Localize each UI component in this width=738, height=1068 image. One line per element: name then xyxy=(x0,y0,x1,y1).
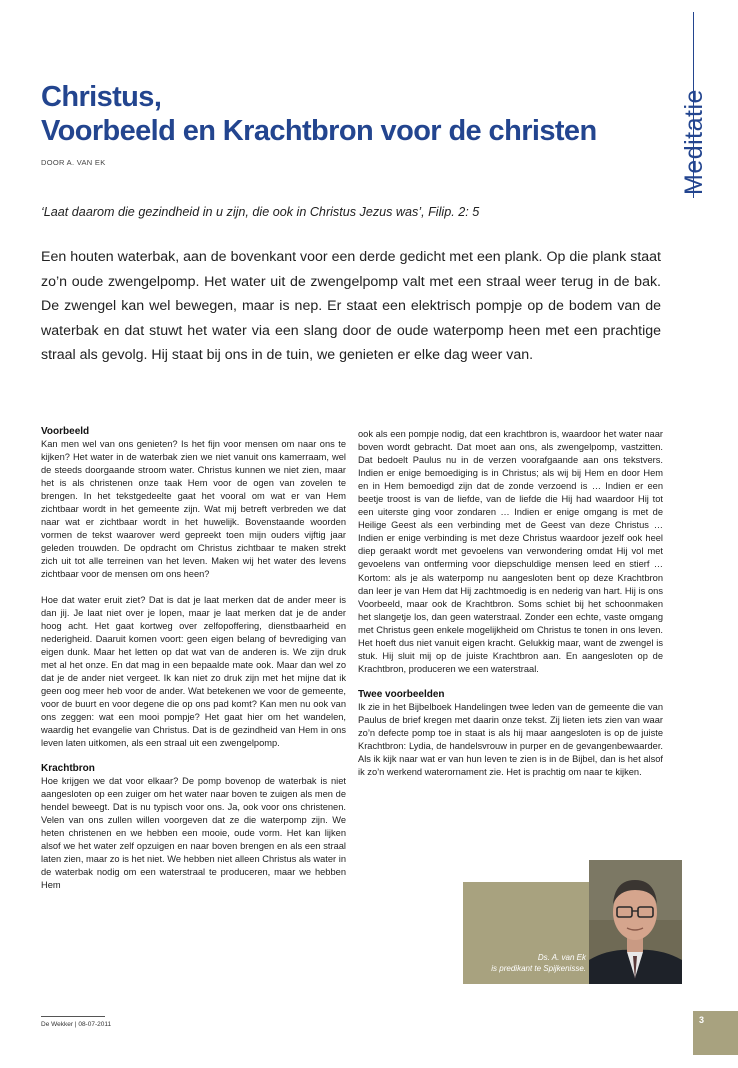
caption-name: Ds. A. van Ek xyxy=(537,953,586,962)
right-column xyxy=(358,428,663,791)
bible-quote: ‘Laat daarom die gezindheid in u zijn, die ook in Christus Jezus was’, Filip. 2: 5 xyxy=(41,205,480,219)
body-paragraph: Hoe dat water eruit ziet? Dat is dat je laat merken dat de ander meer is dan jij. Je laat niet over je lopen, maar je laat merken dat je de ander hoog acht. Het gaat kortweg over zelfopoffering, dienstbaarheid en nederigheid. Daaruit komen voort: geen eigen belang of bevrediging van eigen dunk. Maar het letten op dat wat van de anderen is. We zijn druk met al het onze. En dat mag in een bepaalde mate ook. Maar dan wel zo dat je de ander niet vergeet. Ik kan niet zo druk zijn met het mijne dat ik geen oog meer heb voor de ander. Wat betekenen we voor de gemeente, voor de buurt en voor degene die op ons pad komt? Kan men nu ook van ons zeggen: wat een mooi pompje? Het gaat hier om het wandelen, waardig het evangelie van Christus. Dat is de gezindheid van Hem in ons leven laten uitkomen, als een straal uit een zwengelpomp. xyxy=(41,594,346,749)
heading-twee-voorbeelden: Twee voorbeelden xyxy=(358,688,445,700)
body-paragraph: ook als een pompje nodig, dat een krachtbron is, waardoor het water naar boven wordt gebracht. Dat moet aan ons, als zwengelpomp, vastzitten. Dat bedoelt Paulus nu in de verzen voorafgaande aan ons tekstvers. Indien er enige bemoediging is in Christus; als wij bij Hem en door Hem en in Hem bemoedigd zijn dat de zonde verzoend is … Indien er een beetje troost is van de liefde, van de liefde die Hij had waardoor Hij tot een uiterste ging voor zondaren … Indien er enige omgang is met de Heilige Geest als een verbinding met de Geest van deze Christus … Indien er enige verbinding is met deze Christus waardoor jezelf ook heel diep geraakt wordt met gevoelens van verwondering omdat Hij vol met gevoelens van ontferming voor diepschuldige mensen leed en stierf … Kortom: als je als waterpomp nu aangesloten bent op deze Krachtbron dan leer je van Hem dat Hij zachtmoedig is en nederig van hart. Hij is ons Voorbeeld, maar ook de Krachtbron. Soms schiet bij het schoonmaken het slangetje los, dan geen waterstraal. Zonder een echte, vaste omgang met Christus geen enkele mogelijkheid om Christus te tonen in ons leven. Het hoeft dus niet vanuit eigen kracht. Gelukkig maar, want de zwengel is stuk. Hij sluit mij op de juiste Krachtbron aan. En aangesloten op de Krachtbron, produceren we een waterstraal. xyxy=(358,429,663,674)
body-paragraph: Hoe krijgen we dat voor elkaar? De pomp bovenop de waterbak is niet aangesloten op een zuiger om het water naar boven te zuigen als men de hendel beweegt. Dat is nu typisch voor ons. Ja, ook voor ons christenen. Velen van ons zullen willen voorgeven dat ze die waterpomp zijn. We heten christenen en we hebben een mooie, oude vorm. Het kan lijken alsof we het water zelf opzuigen en naar boven brengen en als een straal laten zien, maar zo is het niet. We hebben niet alleen Christus als water in de waterbak nodig om een waterstraal te produceren, maar we hebben Hem xyxy=(41,776,346,891)
intro-paragraph: Een houten waterbak, aan de bovenkant voor een derde gedicht met een plank. Op die plank staat zo’n oude zwengelpomp. Het water uit de zwengelpomp valt met een straal weer terug in de bak. De zwengel kan wel bewegen, maar is nep. Er staat een elektrisch pompje op de bodem van de waterbak en dat stuwt het water via een slang door de oude waterpomp heen met een prachtige straal als gevolg. Hij staat bij ons in de tuin, we genieten er elke dag weer van. xyxy=(41,249,661,364)
article-title xyxy=(41,80,661,148)
title-line-1: Christus, xyxy=(41,81,162,113)
author-portrait xyxy=(589,860,682,984)
page-number: 3 xyxy=(699,1015,705,1025)
footer-publication: De Wekker | 08-07-2011 xyxy=(41,1021,112,1028)
section-label-text: Meditatie xyxy=(680,89,708,195)
photo-caption xyxy=(471,952,586,974)
footer-rule xyxy=(41,1016,105,1017)
body-paragraph: Kan men wel van ons genieten? Is het fijn voor mensen om naar ons te kijken? Het water in de waterbak zien we niet vanuit ons kamerraam, wel de steeds doorgaande stroom water. Christus kunnen we niet zien, maar het is als christenen onze taak Hem voor de ogen van zovelen te brengen. In het tekstgedeelte gaat het vooral om wat er van Hem zichtbaar wordt in het gemeente zijn. Wat mij betreft verbreden we dat naar wat er zichtbaar wordt in het huwelijk. Bovenstaande woorden vormen de tekst waarover werd gepreekt toen mijn ouders vijftig jaar geleden trouwden. De opdracht om Christus zichtbaar te maken strekt zich uit tot alle terreinen van het leven. Maken wij het water des levens zichtbaar voor de mensen om ons heen? xyxy=(41,439,346,580)
body-paragraph: Ik zie in het Bijbelboek Handelingen twee leden van de gemeente die van Paulus de brief kregen met daarin onze tekst. Zij lieten iets zien van waar zo’n defecte pomp toe in staat is als hij maar aangesloten is op de juiste Krachtbron: Lydia, de handelsvrouw in purper en de gevangenbewaarder. Als ik kijk naar wat er van hun leven te zien is in de Bijbel, dan is het alsof ik zo’n werkend waterornament zie. Het is prachtig om naar te kijken. xyxy=(358,701,663,778)
title-line-2: Voorbeeld en Krachtbron voor de christen xyxy=(41,115,597,147)
byline: DOOR A. VAN EK xyxy=(41,158,106,167)
left-column xyxy=(41,425,346,905)
heading-voorbeeld: Voorbeeld xyxy=(41,426,90,437)
caption-role: is predikant te Spijkenisse. xyxy=(491,964,586,973)
heading-krachtbron: Krachtbron xyxy=(41,763,95,775)
